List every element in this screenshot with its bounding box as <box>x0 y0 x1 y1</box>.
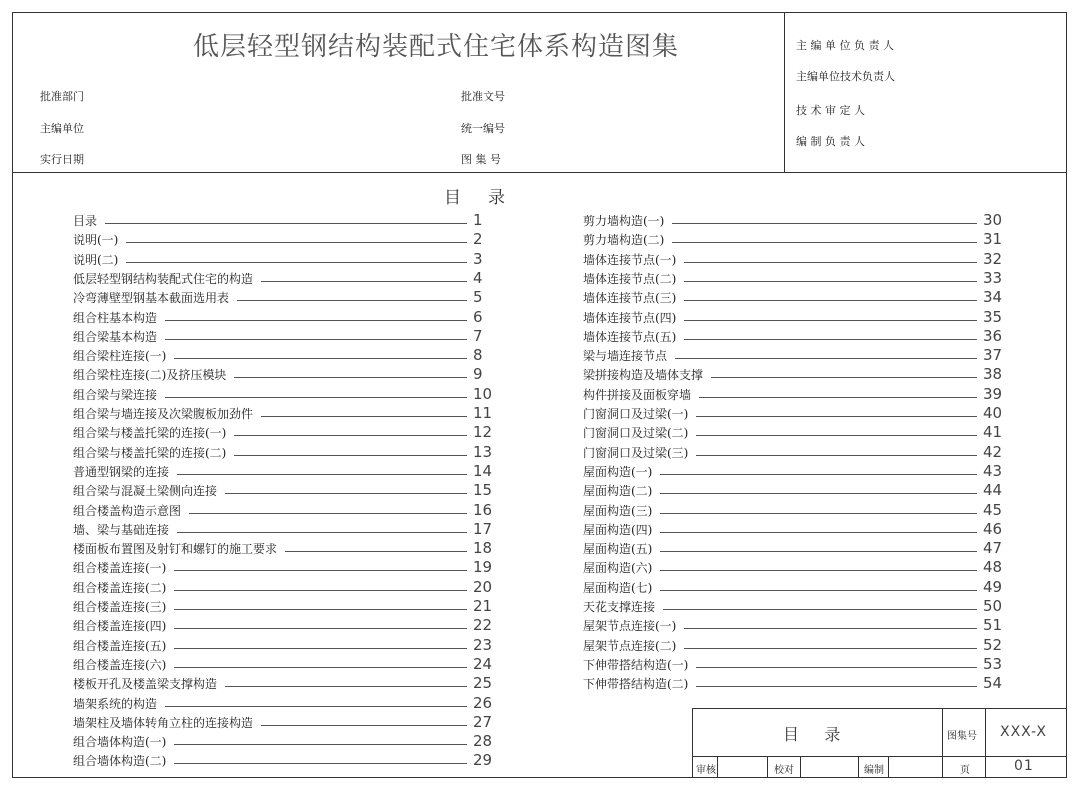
toc-leader-line <box>174 358 467 359</box>
toc-leader-line <box>660 513 977 514</box>
toc-entry-title: 说明(一) <box>73 233 119 248</box>
toc-leader-line <box>165 339 467 340</box>
titleblock-atlas-label: 图集号 <box>947 731 977 742</box>
toc-leader-line <box>174 667 467 668</box>
titleblock-divider-4 <box>767 756 768 778</box>
toc-leader-line <box>675 358 977 359</box>
toc-entry <box>583 461 1005 480</box>
toc-entry-page: 33 <box>983 268 1003 287</box>
toc-entry-page: 24 <box>473 654 493 673</box>
toc-entry-page: 34 <box>983 288 1003 307</box>
toc-leader-line <box>660 493 977 494</box>
toc-entry-title: 门窗洞口及过梁(二) <box>583 426 689 441</box>
toc-entry-title: 组合楼盖连接(三) <box>73 600 167 614</box>
toc-leader-line <box>261 281 467 282</box>
toc-entry <box>583 673 1005 692</box>
titleblock-divider-6 <box>858 756 859 778</box>
toc-entry <box>73 461 495 480</box>
toc-entry-page: 6 <box>473 307 483 326</box>
toc-entry-page: 40 <box>983 404 1003 422</box>
toc-entry <box>73 210 495 229</box>
toc-leader-line <box>684 339 977 340</box>
toc-entry <box>583 287 1005 306</box>
toc-entry-page: 46 <box>983 519 1003 538</box>
toc-leader-line <box>234 455 467 456</box>
chief-unit-responsible-label: 主 编 单 位 负 责 人 <box>796 39 894 52</box>
toc-entry-title: 组合梁与楼盖托梁的连接(二) <box>73 445 227 460</box>
toc-entry <box>73 364 495 383</box>
titleblock-divider-2 <box>985 708 986 778</box>
toc-leader-line <box>126 262 467 263</box>
toc-entry <box>73 287 495 306</box>
toc-leader-line <box>660 590 977 591</box>
toc-entry <box>73 326 495 345</box>
toc-entry <box>73 249 495 268</box>
toc-leader-line <box>699 397 977 398</box>
header-bottom-line <box>12 172 1067 173</box>
toc-entry <box>73 712 495 731</box>
toc-entry-title: 组合梁与墙连接及次梁腹板加劲件 <box>73 407 254 421</box>
toc-entry-title: 屋面构造(六) <box>583 561 653 576</box>
toc-entry-title: 组合梁与梁连接 <box>73 387 158 402</box>
toc-entry-page: 9 <box>473 365 483 384</box>
toc-entry <box>73 635 495 654</box>
titleblock-page-label: 页 <box>960 765 970 776</box>
approval-number-label: 批准文号 <box>461 90 505 103</box>
toc-entry-title: 构件拼接及面板穿墙 <box>583 387 692 402</box>
titleblock-page-value: 01 <box>1014 758 1034 774</box>
toc-entry-title: 墙架系统的构造 <box>73 696 158 711</box>
toc-entry-page: 8 <box>473 346 483 365</box>
toc-leader-line <box>684 300 977 301</box>
toc-leader-line <box>696 667 977 668</box>
toc-entry <box>73 693 495 712</box>
toc-entry-title: 剪力墙构造(一) <box>583 214 665 228</box>
titleblock-drafter-label: 编制 <box>864 765 884 776</box>
toc-entry-title: 组合楼盖连接(五) <box>73 638 167 653</box>
toc-leader-line <box>672 223 977 224</box>
toc-entry-title: 门窗洞口及过梁(三) <box>583 445 689 460</box>
titleblock-check-label: 校对 <box>774 765 794 776</box>
toc-entry-page: 52 <box>983 635 1003 654</box>
toc-entry-page: 43 <box>983 461 1003 480</box>
toc-leader-line <box>177 532 467 533</box>
toc-leader-line <box>696 435 977 436</box>
toc-entry-title: 楼板开孔及楼盖梁支撑构造 <box>73 677 218 692</box>
toc-entry-page: 3 <box>473 249 483 268</box>
toc-entry-title: 屋面构造(四) <box>583 522 653 537</box>
toc-entry <box>73 422 495 441</box>
toc-entry <box>73 538 495 557</box>
toc-entry <box>583 615 1005 634</box>
toc-entry-title: 墙架柱及墙体转角立柱的连接构造 <box>73 715 254 730</box>
titleblock-mid-line <box>692 756 1067 757</box>
toc-entry-title: 低层轻型钢结构装配式住宅的构造 <box>73 271 254 286</box>
toc-entry <box>583 480 1005 499</box>
toc-entry-page: 50 <box>983 597 1003 615</box>
toc-entry-page: 5 <box>473 288 483 307</box>
toc-entry-title: 普通型钢梁的连接 <box>73 464 170 479</box>
toc-entry-title: 组合梁柱连接(一) <box>73 349 167 364</box>
titleblock-divider-3 <box>717 756 718 778</box>
toc-entry <box>583 229 1005 248</box>
toc-entry <box>73 750 495 769</box>
toc-leader-line <box>174 763 467 764</box>
toc-entry <box>583 654 1005 673</box>
toc-leader-line <box>174 590 467 591</box>
toc-entry-title: 墙体连接节点(三) <box>583 291 677 306</box>
toc-entry <box>73 307 495 326</box>
toc-entry <box>73 557 495 576</box>
toc-entry-page: 13 <box>473 442 493 461</box>
toc-entry-title: 屋面构造(一) <box>583 464 653 479</box>
toc-entry-page: 12 <box>473 423 493 442</box>
toc-entry-page: 36 <box>983 326 1003 345</box>
implementation-date-label: 实行日期 <box>40 153 84 166</box>
toc-entry-page: 21 <box>473 597 493 615</box>
toc-leader-line <box>189 513 467 514</box>
toc-entry <box>73 384 495 403</box>
toc-entry-page: 32 <box>983 249 1003 268</box>
toc-entry-page: 26 <box>473 693 493 712</box>
toc-entry <box>583 635 1005 654</box>
toc-entry <box>73 403 495 422</box>
toc-entry <box>583 345 1005 364</box>
toc-entry-page: 18 <box>473 539 493 558</box>
toc-entry-page: 35 <box>983 307 1003 326</box>
toc-leader-line <box>696 686 977 687</box>
titleblock-review-label: 审核 <box>696 765 716 776</box>
toc-entry-title: 组合楼盖构造示意图 <box>73 503 182 518</box>
toc-entry-title: 屋面构造(七) <box>583 580 653 595</box>
toc-leader-line <box>234 377 467 378</box>
toc-leader-line <box>261 725 467 726</box>
chief-unit-technical-label: 主编单位技术负责人 <box>796 70 895 83</box>
titleblock-left-line <box>692 708 693 778</box>
toc-entry-page: 2 <box>473 230 483 249</box>
toc-entry <box>583 577 1005 596</box>
toc-leader-line <box>174 744 467 745</box>
toc-entry-page: 14 <box>473 461 493 480</box>
toc-leader-line <box>684 281 977 282</box>
toc-entry-title: 下伸带搭结构造(一) <box>583 657 689 672</box>
toc-entry-page: 19 <box>473 558 493 577</box>
toc-entry-page: 11 <box>473 404 493 422</box>
toc-leader-line <box>285 551 467 552</box>
atlas-title: 低层轻型钢结构装配式住宅体系构造图集 <box>193 32 680 62</box>
toc-leader-line <box>165 706 467 707</box>
toc-entry <box>73 268 495 287</box>
toc-entry-page: 38 <box>983 365 1003 384</box>
toc-entry-title: 屋面构造(二) <box>583 484 653 499</box>
toc-entry-title: 下伸带搭结构造(二) <box>583 677 689 692</box>
toc-entry-title: 冷弯薄壁型钢基本截面选用表 <box>73 291 230 306</box>
toc-leader-line <box>663 609 977 610</box>
toc-leader-line <box>711 377 977 378</box>
toc-entry <box>583 384 1005 403</box>
titleblock-divider-7 <box>888 756 889 778</box>
toc-leader-line <box>177 474 467 475</box>
toc-entry-page: 48 <box>983 558 1003 577</box>
titleblock-top-line <box>692 708 1067 709</box>
toc-entry-page: 22 <box>473 616 493 635</box>
toc-leader-line <box>696 455 977 456</box>
toc-leader-line <box>126 242 467 243</box>
toc-leader-line <box>174 570 467 571</box>
toc-entry <box>583 249 1005 268</box>
toc-entry <box>583 500 1005 519</box>
toc-entry-page: 30 <box>983 211 1003 229</box>
toc-entry-page: 17 <box>473 519 493 538</box>
toc-entry-title: 组合梁基本构造 <box>73 329 158 344</box>
toc-entry-page: 15 <box>473 481 493 500</box>
toc-entry-title: 说明(二) <box>73 252 119 267</box>
toc-leader-line <box>684 648 977 649</box>
toc-leader-line <box>225 686 467 687</box>
toc-leader-line <box>660 551 977 552</box>
toc-entry-page: 25 <box>473 674 493 693</box>
toc-entry <box>583 307 1005 326</box>
toc-entry-page: 10 <box>473 384 493 403</box>
toc-leader-line <box>225 493 467 494</box>
toc-leader-line <box>684 262 977 263</box>
toc-entry-title: 组合梁与混凝土梁侧向连接 <box>73 484 218 499</box>
toc-entry-title: 组合楼盖连接(六) <box>73 657 167 672</box>
toc-leader-line <box>660 474 977 475</box>
toc-entry-page: 45 <box>983 500 1003 519</box>
toc-entry-title: 门窗洞口及过梁(一) <box>583 407 689 421</box>
toc-entry-title: 梁与墙连接节点 <box>583 349 668 364</box>
toc-entry-page: 49 <box>983 577 1003 596</box>
toc-entry-title: 墙体连接节点(一) <box>583 252 677 267</box>
toc-leader-line <box>684 628 977 629</box>
toc-entry <box>583 596 1005 615</box>
titleblock-drawing-name: 目 录 <box>783 725 841 744</box>
toc-entry-page: 42 <box>983 442 1003 461</box>
toc-entry <box>583 364 1005 383</box>
toc-entry-title: 屋面构造(五) <box>583 542 653 557</box>
toc-entry <box>73 615 495 634</box>
toc-entry-title: 屋架节点连接(二) <box>583 638 677 653</box>
chief-editor-unit-label: 主编单位 <box>40 122 84 135</box>
toc-entry <box>73 596 495 615</box>
toc-entry <box>73 654 495 673</box>
toc-entry-title: 屋架节点连接(一) <box>583 619 677 634</box>
toc-leader-line <box>174 609 467 610</box>
toc-entry-title: 屋面构造(三) <box>583 503 653 518</box>
toc-entry-page: 54 <box>983 674 1003 693</box>
toc-entry-title: 楼面板布置图及射钉和螺钉的施工要求 <box>73 542 278 557</box>
toc-entry-page: 47 <box>983 539 1003 558</box>
toc-entry-page: 29 <box>473 751 493 770</box>
toc-entry <box>73 345 495 364</box>
toc-entry-title: 组合墙体构造(二) <box>73 754 167 769</box>
toc-entry-title: 墙体连接节点(二) <box>583 271 677 286</box>
toc-entry-title: 梁拼接构造及墙体支撑 <box>583 368 704 383</box>
toc-entry-title: 目录 <box>73 214 98 228</box>
toc-entry-title: 墙、梁与基础连接 <box>73 522 170 537</box>
toc-entry <box>583 538 1005 557</box>
toc-leader-line <box>234 435 467 436</box>
toc-entry <box>73 577 495 596</box>
toc-leader-line <box>174 628 467 629</box>
toc-entry <box>73 519 495 538</box>
toc-leader-line <box>696 416 977 417</box>
toc-entry <box>583 210 1005 229</box>
toc-entry <box>73 673 495 692</box>
toc-entry-title: 天花支撑连接 <box>583 600 656 614</box>
toc-leader-line <box>105 223 467 224</box>
toc-entry-title: 剪力墙构造(二) <box>583 233 665 248</box>
toc-entry-page: 20 <box>473 577 493 596</box>
titleblock-divider-1 <box>942 708 943 778</box>
toc-leader-line <box>165 397 467 398</box>
toc-entry-page: 7 <box>473 326 483 345</box>
toc-entry-page: 23 <box>473 635 493 654</box>
approval-department-label: 批准部门 <box>40 90 84 103</box>
toc-entry <box>583 268 1005 287</box>
toc-entry <box>583 326 1005 345</box>
toc-entry-page: 41 <box>983 423 1003 442</box>
toc-title: 目 录 <box>444 188 506 208</box>
toc-entry-title: 组合墙体构造(一) <box>73 735 167 750</box>
toc-entry <box>73 731 495 750</box>
header-right-divider <box>784 12 785 172</box>
toc-entry-title: 组合楼盖连接(四) <box>73 619 167 634</box>
toc-leader-line <box>684 320 977 321</box>
atlas-number-label: 图 集 号 <box>461 153 501 166</box>
toc-entry-page: 39 <box>983 384 1003 403</box>
toc-entry-page: 28 <box>473 732 493 751</box>
toc-entry-page: 31 <box>983 230 1003 249</box>
toc-entry-page: 37 <box>983 346 1003 365</box>
toc-entry-title: 墙体连接节点(四) <box>583 310 677 325</box>
toc-leader-line <box>237 300 467 301</box>
toc-entry-page: 1 <box>473 211 483 229</box>
toc-entry <box>583 519 1005 538</box>
toc-entry-title: 组合柱基本构造 <box>73 310 158 325</box>
toc-leader-line <box>660 532 977 533</box>
toc-entry-page: 53 <box>983 654 1003 673</box>
toc-entry <box>73 500 495 519</box>
compiler-responsible-label: 编 制 负 责 人 <box>796 135 865 148</box>
titleblock-divider-5 <box>800 756 801 778</box>
toc-leader-line <box>174 648 467 649</box>
toc-entry-title: 组合梁柱连接(二)及挤压模块 <box>73 368 227 383</box>
unified-number-label: 统一编号 <box>461 122 505 135</box>
toc-entry-title: 墙体连接节点(五) <box>583 329 677 344</box>
toc-entry-title: 组合梁与楼盖托梁的连接(一) <box>73 426 227 441</box>
toc-entry-page: 4 <box>473 268 483 287</box>
titleblock-atlas-code: XXX-X <box>1000 724 1048 740</box>
toc-entry-page: 27 <box>473 712 493 731</box>
technical-review-label: 技 术 审 定 人 <box>796 104 865 117</box>
toc-entry <box>583 557 1005 576</box>
toc-leader-line <box>672 242 977 243</box>
toc-entry <box>73 229 495 248</box>
toc-entry-page: 16 <box>473 500 493 519</box>
toc-entry <box>583 442 1005 461</box>
toc-entry <box>73 480 495 499</box>
toc-entry-title: 组合楼盖连接(一) <box>73 561 167 576</box>
toc-entry-page: 44 <box>983 481 1003 500</box>
toc-leader-line <box>165 320 467 321</box>
toc-leader-line <box>660 570 977 571</box>
toc-leader-line <box>261 416 467 417</box>
toc-entry <box>73 442 495 461</box>
toc-entry <box>583 422 1005 441</box>
toc-entry-page: 51 <box>983 616 1003 635</box>
toc-entry-title: 组合楼盖连接(二) <box>73 580 167 595</box>
toc-entry <box>583 403 1005 422</box>
